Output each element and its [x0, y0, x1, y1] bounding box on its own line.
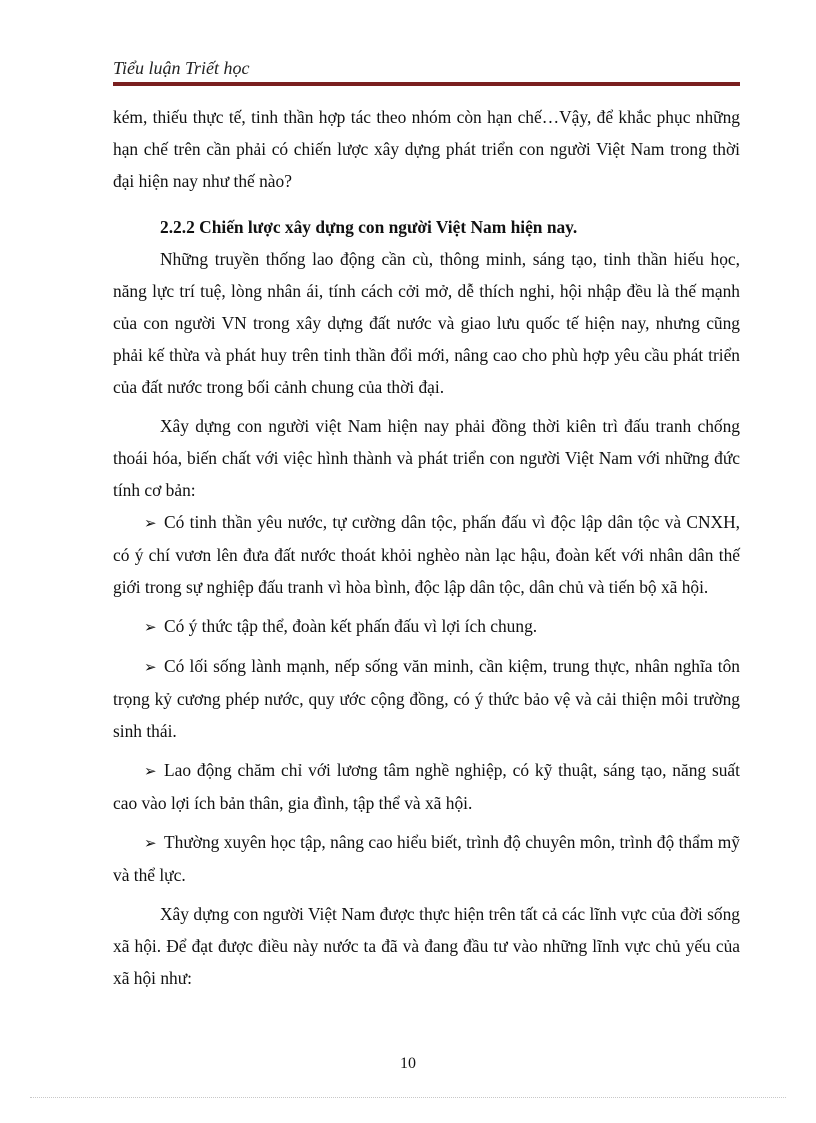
arrow-bullet-icon: ➢	[144, 762, 157, 780]
list-item-text: Có tinh thần yêu nước, tự cường dân tộc, phấn đấu vì độc lập dân tộc và CNXH, có ý chí vươn lên đưa đất nước thoát khỏi nghèo nàn lạc hậu, đoàn kết với nhân dân thế giới trong sự nghiệp đấu tranh vì hòa bình, độc lập dân tộc, dân chủ và tiến bộ xã hội.	[113, 512, 740, 597]
arrow-bullet-icon: ➢	[144, 514, 157, 532]
arrow-bullet-icon: ➢	[144, 658, 157, 676]
arrow-bullet-icon: ➢	[144, 618, 157, 636]
list-item	[113, 754, 740, 819]
arrow-bullet-icon: ➢	[144, 834, 157, 852]
list-item-text: Lao động chăm chỉ với lương tâm nghề nghiệp, có kỹ thuật, sáng tạo, năng suất cao vào lợi ích bản thân, gia đình, tập thể và xã hội.	[113, 760, 740, 813]
list-item-text: Có ý thức tập thể, đoàn kết phấn đấu vì lợi ích chung.	[164, 616, 538, 636]
list-item-text: Thường xuyên học tập, nâng cao hiểu biết, trình độ chuyên môn, trình độ thẩm mỹ và thể lực.	[113, 832, 740, 885]
list-item-text: Có lối sống lành mạnh, nếp sống văn minh, cần kiệm, trung thực, nhân nghĩa tôn trọng kỷ cương phép nước, quy ước cộng đồng, có ý thức bảo vệ và cải thiện môi trường sinh thái.	[113, 656, 740, 741]
page-number: 10	[400, 1055, 416, 1072]
section-heading: 2.2.2 Chiến lược xây dựng con người Việt Nam hiện nay.	[160, 217, 578, 237]
paragraph-building-people: Xây dựng con người việt Nam hiện nay phải đồng thời kiên trì đấu tranh chống thoái hóa, biến chất với việc hình thành và phát triển con người Việt Nam với những đức tính cơ bản:	[113, 416, 740, 500]
paragraph-all-fields: Xây dựng con người Việt Nam được thực hiện trên tất cả các lĩnh vực của đời sống xã hội. Để đạt được điều này nước ta đã và đang đầu tư vào những lĩnh vực chủ yếu của xã hội như:	[113, 904, 740, 988]
list-item	[113, 650, 740, 747]
list-item	[113, 610, 740, 643]
header-divider	[113, 82, 740, 86]
list-item	[113, 826, 740, 891]
footer-divider	[30, 1097, 786, 1098]
paragraph-traditions: Những truyền thống lao động cần cù, thông minh, sáng tạo, tinh thần hiếu học, năng lực trí tuệ, lòng nhân ái, tính cách cởi mở, dễ thích nghi, hội nhập đều là thế mạnh của con người VN trong xây dựng đất nước và giao lưu quốc tế hiện nay, nhưng cũng phải kế thừa và phát huy trên tinh thần đổi mới, nâng cao cho phù hợp yêu cầu phát triển của đất nước trong bối cảnh chung của thời đại.	[113, 249, 740, 397]
paragraph-continuation: kém, thiếu thực tế, tinh thần hợp tác theo nhóm còn hạn chế…Vậy, để khắc phục những hạn chế trên cần phải có chiến lược xây dựng phát triển con người Việt Nam trong thời đại hiện nay như thế nào?	[113, 107, 740, 191]
list-item	[113, 506, 740, 603]
document-header-title: Tiểu luận Triết học	[113, 58, 250, 78]
page-body	[113, 101, 740, 994]
